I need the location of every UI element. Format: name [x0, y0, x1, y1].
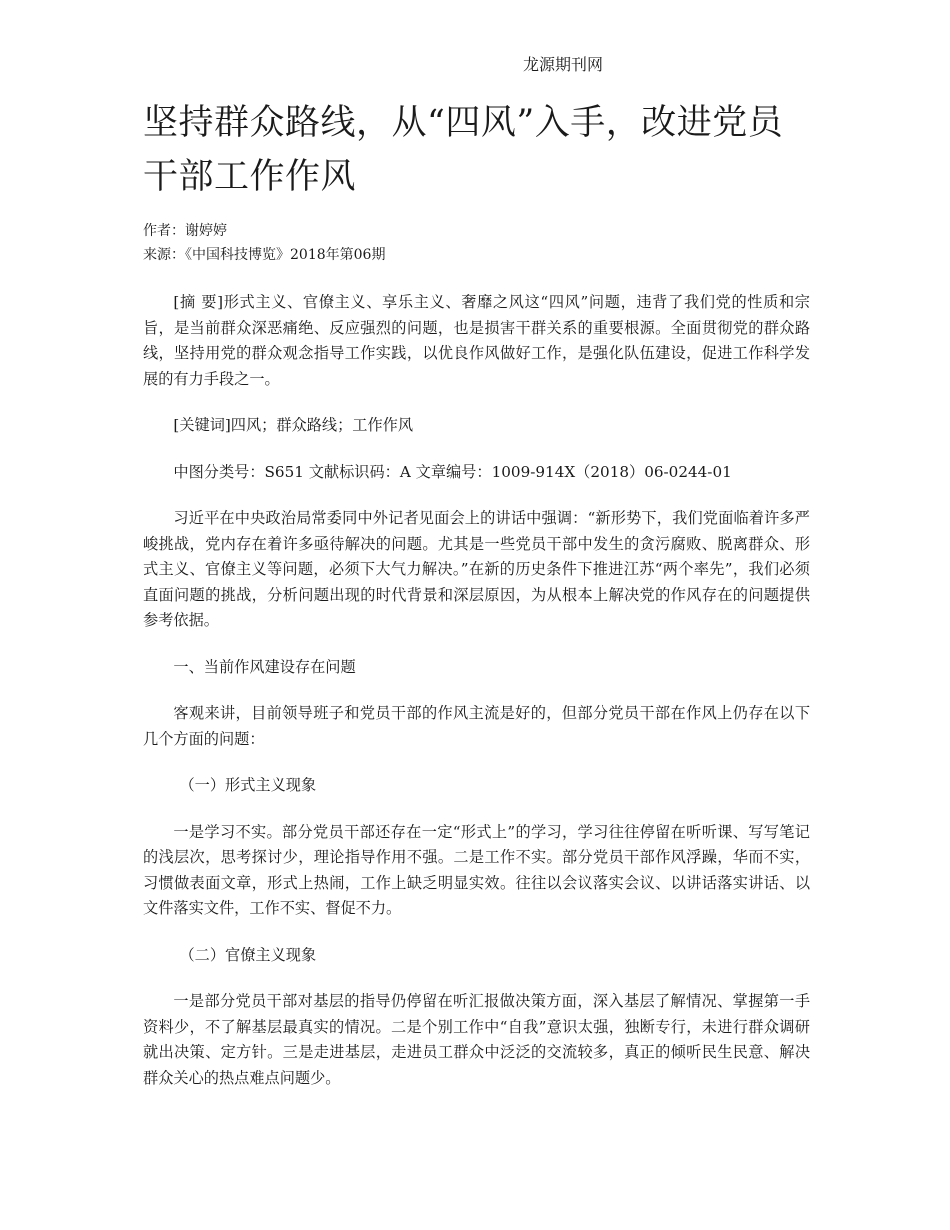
subsection-heading: （一）形式主义现象: [179, 776, 317, 794]
intro-paragraph: 习近平在中央政治局常委同中外记者见面会上的讲话中强调：“新形势下，我们党面临着许多严峻挑战，党内存在着许多亟待解决的问题。尤其是一些党员干部中发生的贪污腐败、脱离群众、形式主义、官僚主义等问题，必须下大气力解决。”在新的历史条件下推进江苏“两个率先”，我们必须直面问题的挑战，分析问题出现的时代背景和深层原因，为从根本上解决党的作风存在的问题提供参考依据。: [143, 509, 810, 629]
article-title: 坚持群众路线，从“四风”入手，改进党员干部工作作风: [143, 103, 784, 197]
body-paragraph: 客观来讲，目前领导班子和党员干部的作风主流是好的，但部分党员干部在作风上仍存在以下几个方面的问题：: [143, 704, 810, 748]
author-line: 作者：谢婷婷: [143, 223, 227, 239]
body-paragraph: 一是学习不实。部分党员干部还存在一定“形式上”的学习，学习往往停留在听听课、写写笔记的浅层次，思考探讨少，理论指导作用不强。二是工作不实。部分党员干部作风浮躁，华而不实，习惯做表面文章，形式上热闹，工作上缺乏明显实效。往往以会议落实会议、以讲话落实讲话、以文件落实文件，工作不实、督促不力。: [143, 822, 810, 917]
site-name: 龙源期刊网: [523, 55, 604, 74]
classification-paragraph: 中图分类号：S651 文献标识码：A 文章编号：1009-914X（2018）06-0244-01: [173, 462, 732, 481]
source-line: 来源：《中国科技博览》2018年第06期: [143, 247, 386, 263]
body-paragraph: 一是部分党员干部对基层的指导仍停留在听汇报做决策方面，深入基层了解情况、掌握第一手资料少，不了解基层最真实的情况。二是个别工作中“自我”意识太强，独断专行，未进行群众调研就出决策、定方针。三是走进基层，走进员工群众中泛泛的交流较多，真正的倾听民生民意、解决群众关心的热点难点问题少。: [143, 992, 810, 1087]
subsection-heading: （二）官僚主义现象: [179, 945, 317, 964]
abstract-paragraph: [摘 要]形式主义、官僚主义、享乐主义、奢靡之风这“四风”问题，违背了我们党的性质和宗旨，是当前群众深恶痛绝、反应强烈的问题，也是损害干群关系的重要根源。全面贯彻党的群众路线，坚持用党的群众观念指导工作实践，以优良作风做好工作，是强化队伍建设，促进工作科学发展的有力手段之一。: [143, 293, 810, 388]
keywords-paragraph: [关键词]四风；群众路线；工作作风: [173, 416, 414, 434]
section-heading: 一、当前作风建设存在问题: [173, 657, 356, 676]
article-body: [143, 290, 810, 1112]
